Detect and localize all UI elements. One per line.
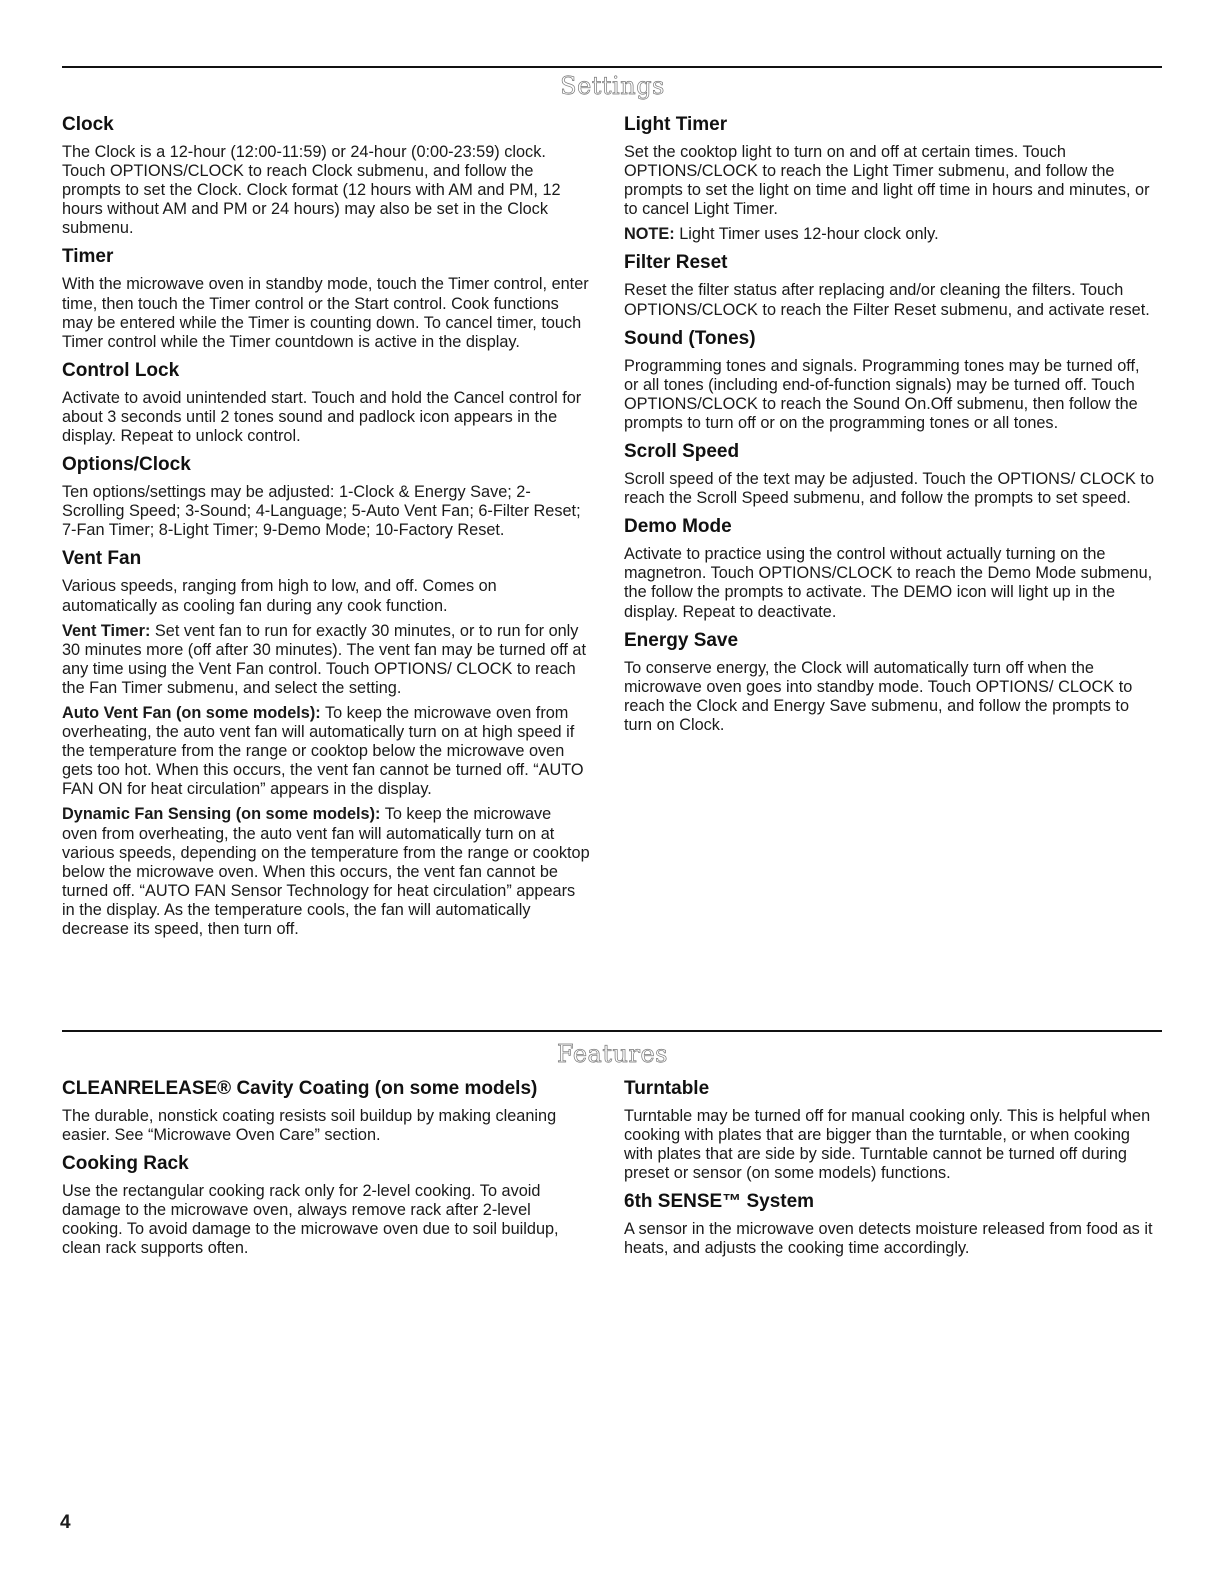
- paragraph-text: To keep the microwave oven from overheating, the auto vent fan will automatically turn on at various speeds, depending on the temperature from the range or cooktop below the microwave oven. When this occurs, the vent fan cannot be turned off. “AUTO FAN Sensor Technology for heat circulation” appears in the display. As the temperature cools, the fan will automatically decrease its speed, then turn off.: [62, 805, 590, 938]
- body-paragraph: [62, 704, 590, 799]
- section-6th-sense-system: [624, 1191, 1154, 1258]
- features-top-rule: [62, 1030, 1162, 1032]
- lead-label: Dynamic Fan Sensing (on some models):: [62, 805, 381, 824]
- paragraph-text: Reset the filter status after replacing and/or cleaning the filters. Touch OPTIONS/CLOCK to reach the Filter Reset submenu, and activate reset.: [624, 281, 1150, 319]
- features-section-title: Features: [557, 1040, 668, 1068]
- lead-label: Auto Vent Fan (on some models):: [62, 703, 321, 722]
- settings-left-column: [62, 114, 590, 947]
- paragraph-text: The durable, nonstick coating resists soil buildup by making cleaning easier. See “Microwave Oven Care” section.: [62, 1107, 557, 1145]
- section-heading: Options/Clock: [62, 454, 191, 476]
- body-paragraph: [62, 483, 590, 540]
- section-heading: Light Timer: [624, 114, 728, 135]
- paragraph-text: Turntable may be turned off for manual cooking only. This is helpful when cooking with plates that are bigger than the turntable, or when cooking with plates that are side by side. Turntable cannot be turned off during preset or sensor (on some models) functions.: [624, 1107, 1151, 1183]
- section-cleanrelease-cavity-coating-on-some-models: [62, 1078, 590, 1145]
- body-paragraph: [62, 389, 590, 446]
- section-heading: CLEANRELEASE® Cavity Coating (on some models): [62, 1078, 538, 1099]
- body-paragraph: [624, 281, 1154, 319]
- section-options-clock: [62, 454, 590, 540]
- body-paragraph: [62, 577, 590, 615]
- section-heading: Sound (Tones): [624, 327, 756, 349]
- lead-label: NOTE:: [624, 225, 675, 244]
- body-paragraph: [62, 622, 590, 698]
- section-vent-fan: [62, 548, 590, 939]
- section-heading: 6th SENSE™ System: [624, 1191, 815, 1213]
- section-filter-reset: [624, 252, 1154, 319]
- body-paragraph: [624, 1107, 1154, 1183]
- features-left-column: [62, 1078, 590, 1267]
- section-sound-tones: [624, 328, 1154, 433]
- section-control-lock: [62, 360, 590, 446]
- body-paragraph: [624, 659, 1154, 735]
- section-turntable: [624, 1078, 1154, 1183]
- settings-top-rule: [62, 66, 1162, 68]
- paragraph-text: To conserve energy, the Clock will automatically turn off when the microwave oven goes into standby mode. Touch OPTIONS/ CLOCK to reach the Clock and Energy Save submenu, and follow the prompts to turn on Clock.: [624, 658, 1133, 734]
- paragraph-text: Various speeds, ranging from high to low, and off. Comes on automatically as cooling fan during any cook function.: [62, 577, 497, 615]
- paragraph-text: The Clock is a 12-hour (12:00-11:59) or 24-hour (0:00-23:59) clock. Touch OPTIONS/CLOCK to reach Clock submenu, and follow the prompts to set the Clock. Clock format (12 hours with AM and PM, 12 hours without AM and PM or 24 hours) may also be set in the Clock submenu.: [62, 143, 561, 238]
- settings-section-title: Settings: [560, 72, 665, 100]
- section-energy-save: [624, 630, 1154, 735]
- paragraph-text: A sensor in the microwave oven detects moisture released from food as it heats, and adjusts the cooking time accordingly.: [624, 1220, 1153, 1258]
- body-paragraph: [62, 275, 590, 351]
- section-heading: Timer: [62, 246, 114, 268]
- body-paragraph: [624, 143, 1154, 219]
- body-paragraph: [624, 1220, 1154, 1258]
- body-paragraph: [624, 470, 1154, 508]
- body-paragraph: [624, 357, 1154, 433]
- section-heading: Filter Reset: [624, 252, 728, 274]
- section-heading: Demo Mode: [624, 516, 732, 538]
- paragraph-text: Light Timer uses 12-hour clock only.: [679, 225, 939, 244]
- settings-right-column: [624, 114, 1154, 743]
- section-heading: Control Lock: [62, 359, 180, 381]
- section-heading: Turntable: [624, 1078, 710, 1099]
- body-paragraph: [62, 143, 590, 238]
- paragraph-text: Ten options/settings may be adjusted: 1-Clock & Energy Save; 2-Scrolling Speed; 3-Sound; 4-Language; 5-Auto Vent Fan; 6-Filter Reset; 7-Fan Timer; 8-Light Timer; 9-Demo Mode; 10-Factory Reset.: [62, 483, 581, 540]
- section-heading: Vent Fan: [62, 548, 142, 570]
- paragraph-text: Scroll speed of the text may be adjusted. Touch the OPTIONS/ CLOCK to reach the Scroll Speed submenu, and follow the prompts to set speed.: [624, 470, 1155, 508]
- lead-label: Vent Timer:: [62, 621, 151, 640]
- section-heading: Energy Save: [624, 629, 739, 651]
- section-heading: Clock: [62, 114, 114, 135]
- section-heading: Scroll Speed: [624, 441, 740, 463]
- body-paragraph: [62, 805, 590, 939]
- body-paragraph: [62, 1107, 590, 1145]
- features-right-column: [624, 1078, 1154, 1267]
- paragraph-text: Use the rectangular cooking rack only for 2-level cooking. To avoid damage to the microwave oven, always remove rack after 2-level cooking. To avoid damage to the microwave oven due to soil buildup, clean rack supports often.: [62, 1182, 559, 1258]
- section-cooking-rack: [62, 1153, 590, 1258]
- paragraph-text: To keep the microwave oven from overheating, the auto vent fan will automatically turn on at high speed if the temperature from the range or cooktop below the microwave oven gets too hot. When this occurs, the vent fan cannot be turned off. “AUTO FAN ON for heat circulation” appears in the display.: [62, 703, 584, 799]
- paragraph-text: With the microwave oven in standby mode, touch the Timer control, enter time, then touch the Timer control or the Start control. Cook functions may be entered while the Timer is counting down. To cancel timer, touch Timer control while the Timer countdown is active in the display.: [62, 275, 589, 351]
- section-timer: [62, 246, 590, 351]
- paragraph-text: Set the cooktop light to turn on and off at certain times. Touch OPTIONS/CLOCK to reach the Light Timer submenu, and follow the prompts to set the light on time and light off time in hours and minutes, or to cancel Light Timer.: [624, 143, 1150, 219]
- paragraph-text: Activate to practice using the control without actually turning on the magnetron. Touch OPTIONS/CLOCK to reach the Demo Mode submenu, the follow the prompts to activate. The DEMO icon will light up in the display. Repeat to deactivate.: [624, 545, 1153, 621]
- section-clock: [62, 114, 590, 238]
- section-light-timer: [624, 114, 1154, 244]
- page-number: 4: [60, 1512, 71, 1533]
- section-demo-mode: [624, 516, 1154, 621]
- paragraph-text: Programming tones and signals. Programming tones may be turned off, or all tones (including end-of-function signals) may be turned off. Touch OPTIONS/CLOCK to reach the Sound On.Off submenu, then follow the prompts to turn off or on the programming tones or all tones.: [624, 356, 1140, 432]
- paragraph-text: Set vent fan to run for exactly 30 minutes, or to run for only 30 minutes more (off after 30 minutes). The vent fan may be turned off at any time using the Vent Fan control. Touch OPTIONS/ CLOCK to reach the Fan Timer submenu, and select the setting.: [62, 621, 586, 697]
- body-paragraph: [62, 1182, 590, 1258]
- paragraph-text: Activate to avoid unintended start. Touch and hold the Cancel control for about 3 seconds until 2 tones sound and padlock icon appears in the display. Repeat to unlock control.: [62, 388, 582, 446]
- body-paragraph: [624, 225, 1154, 244]
- section-scroll-speed: [624, 441, 1154, 508]
- body-paragraph: [624, 545, 1154, 621]
- section-heading: Cooking Rack: [62, 1153, 189, 1175]
